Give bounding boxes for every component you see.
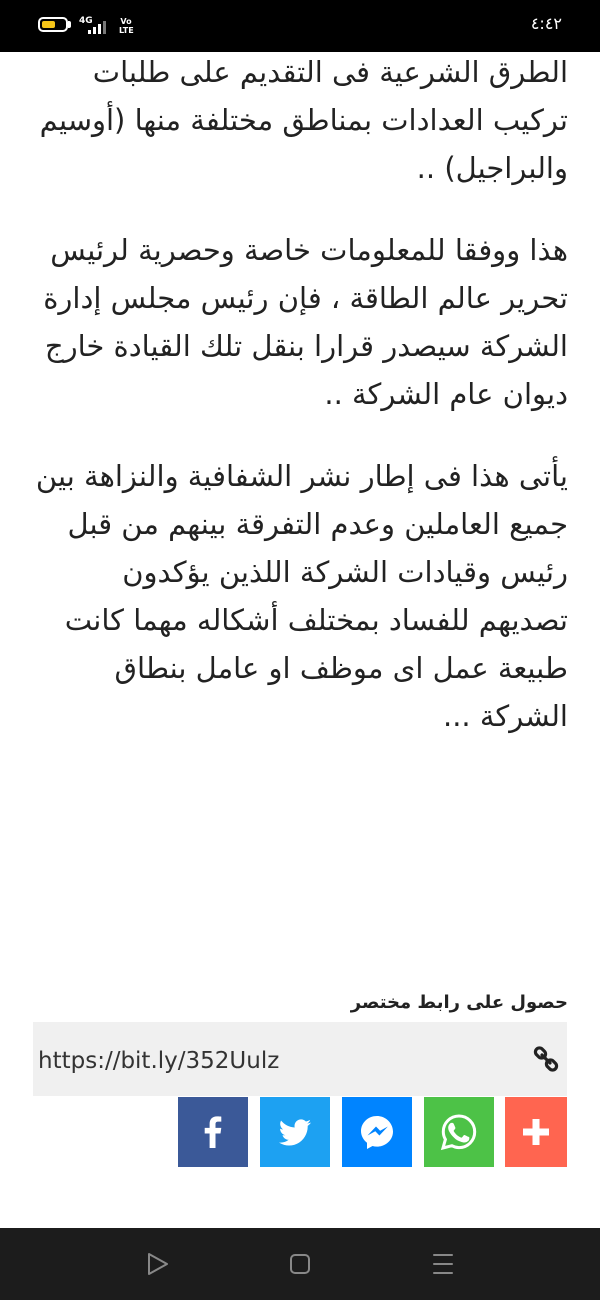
article-paragraph: هذا ووفقا للمعلومات خاصة وحصرية لرئيس تحرير عالم الطاقة ، فإن رئيس مجلس إدارة الشركة سيصدر قرارا بنقل تلك القيادة خارج ديوان عام الشركة .. — [43, 233, 568, 411]
back-triangle-icon — [143, 1250, 173, 1278]
home-square-icon — [285, 1250, 315, 1278]
network-type-label: 4G — [79, 16, 93, 26]
battery-tip — [68, 21, 71, 28]
whatsapp-share-button[interactable] — [424, 1097, 494, 1167]
short-link-box[interactable] — [33, 1022, 567, 1096]
back-button[interactable] — [143, 1250, 173, 1278]
menu-lines-icon — [428, 1250, 458, 1278]
messenger-icon — [357, 1112, 397, 1152]
article-body — [30, 48, 568, 774]
system-navigation-bar — [0, 1228, 600, 1300]
share-buttons-row — [0, 1097, 600, 1167]
battery-icon — [38, 17, 68, 32]
status-bar — [0, 0, 600, 52]
short-link-label: حصول على رابط مختصر — [350, 992, 568, 1013]
signal-strength-icon — [88, 20, 106, 34]
battery-level-fill — [42, 21, 55, 28]
short-link-url[interactable]: https://bit.ly/352Uulz — [38, 1048, 280, 1074]
twitter-icon — [275, 1112, 315, 1152]
facebook-icon — [193, 1112, 233, 1152]
volte-indicator: Vo LTE — [119, 17, 134, 35]
status-clock: ٤:٤٢ — [530, 14, 562, 33]
article-paragraph: الطرق الشرعية فى التقديم على طلبات تركيب العدادات بمناطق مختلفة منها (أوسيم والبراجيل) .. — [39, 55, 568, 185]
twitter-share-button[interactable] — [260, 1097, 330, 1167]
messenger-share-button[interactable] — [342, 1097, 412, 1167]
home-button[interactable] — [285, 1250, 315, 1278]
facebook-share-button[interactable] — [178, 1097, 248, 1167]
more-share-button[interactable] — [505, 1097, 567, 1167]
article-paragraph: يأتى هذا فى إطار نشر الشفافية والنزاهة بين جميع العاملين وعدم التفرقة بينهم من قبل رئيس وقيادات الشركة اللذين يؤكدون تصديهم للفساد بمختلف أشكاله مهما كانت طبيعة عمل اى موظف او عامل بنطاق الشركة ... — [35, 459, 568, 733]
recents-button[interactable] — [428, 1250, 458, 1278]
plus-icon — [516, 1112, 556, 1152]
link-icon[interactable] — [533, 1046, 559, 1072]
whatsapp-icon — [439, 1112, 479, 1152]
